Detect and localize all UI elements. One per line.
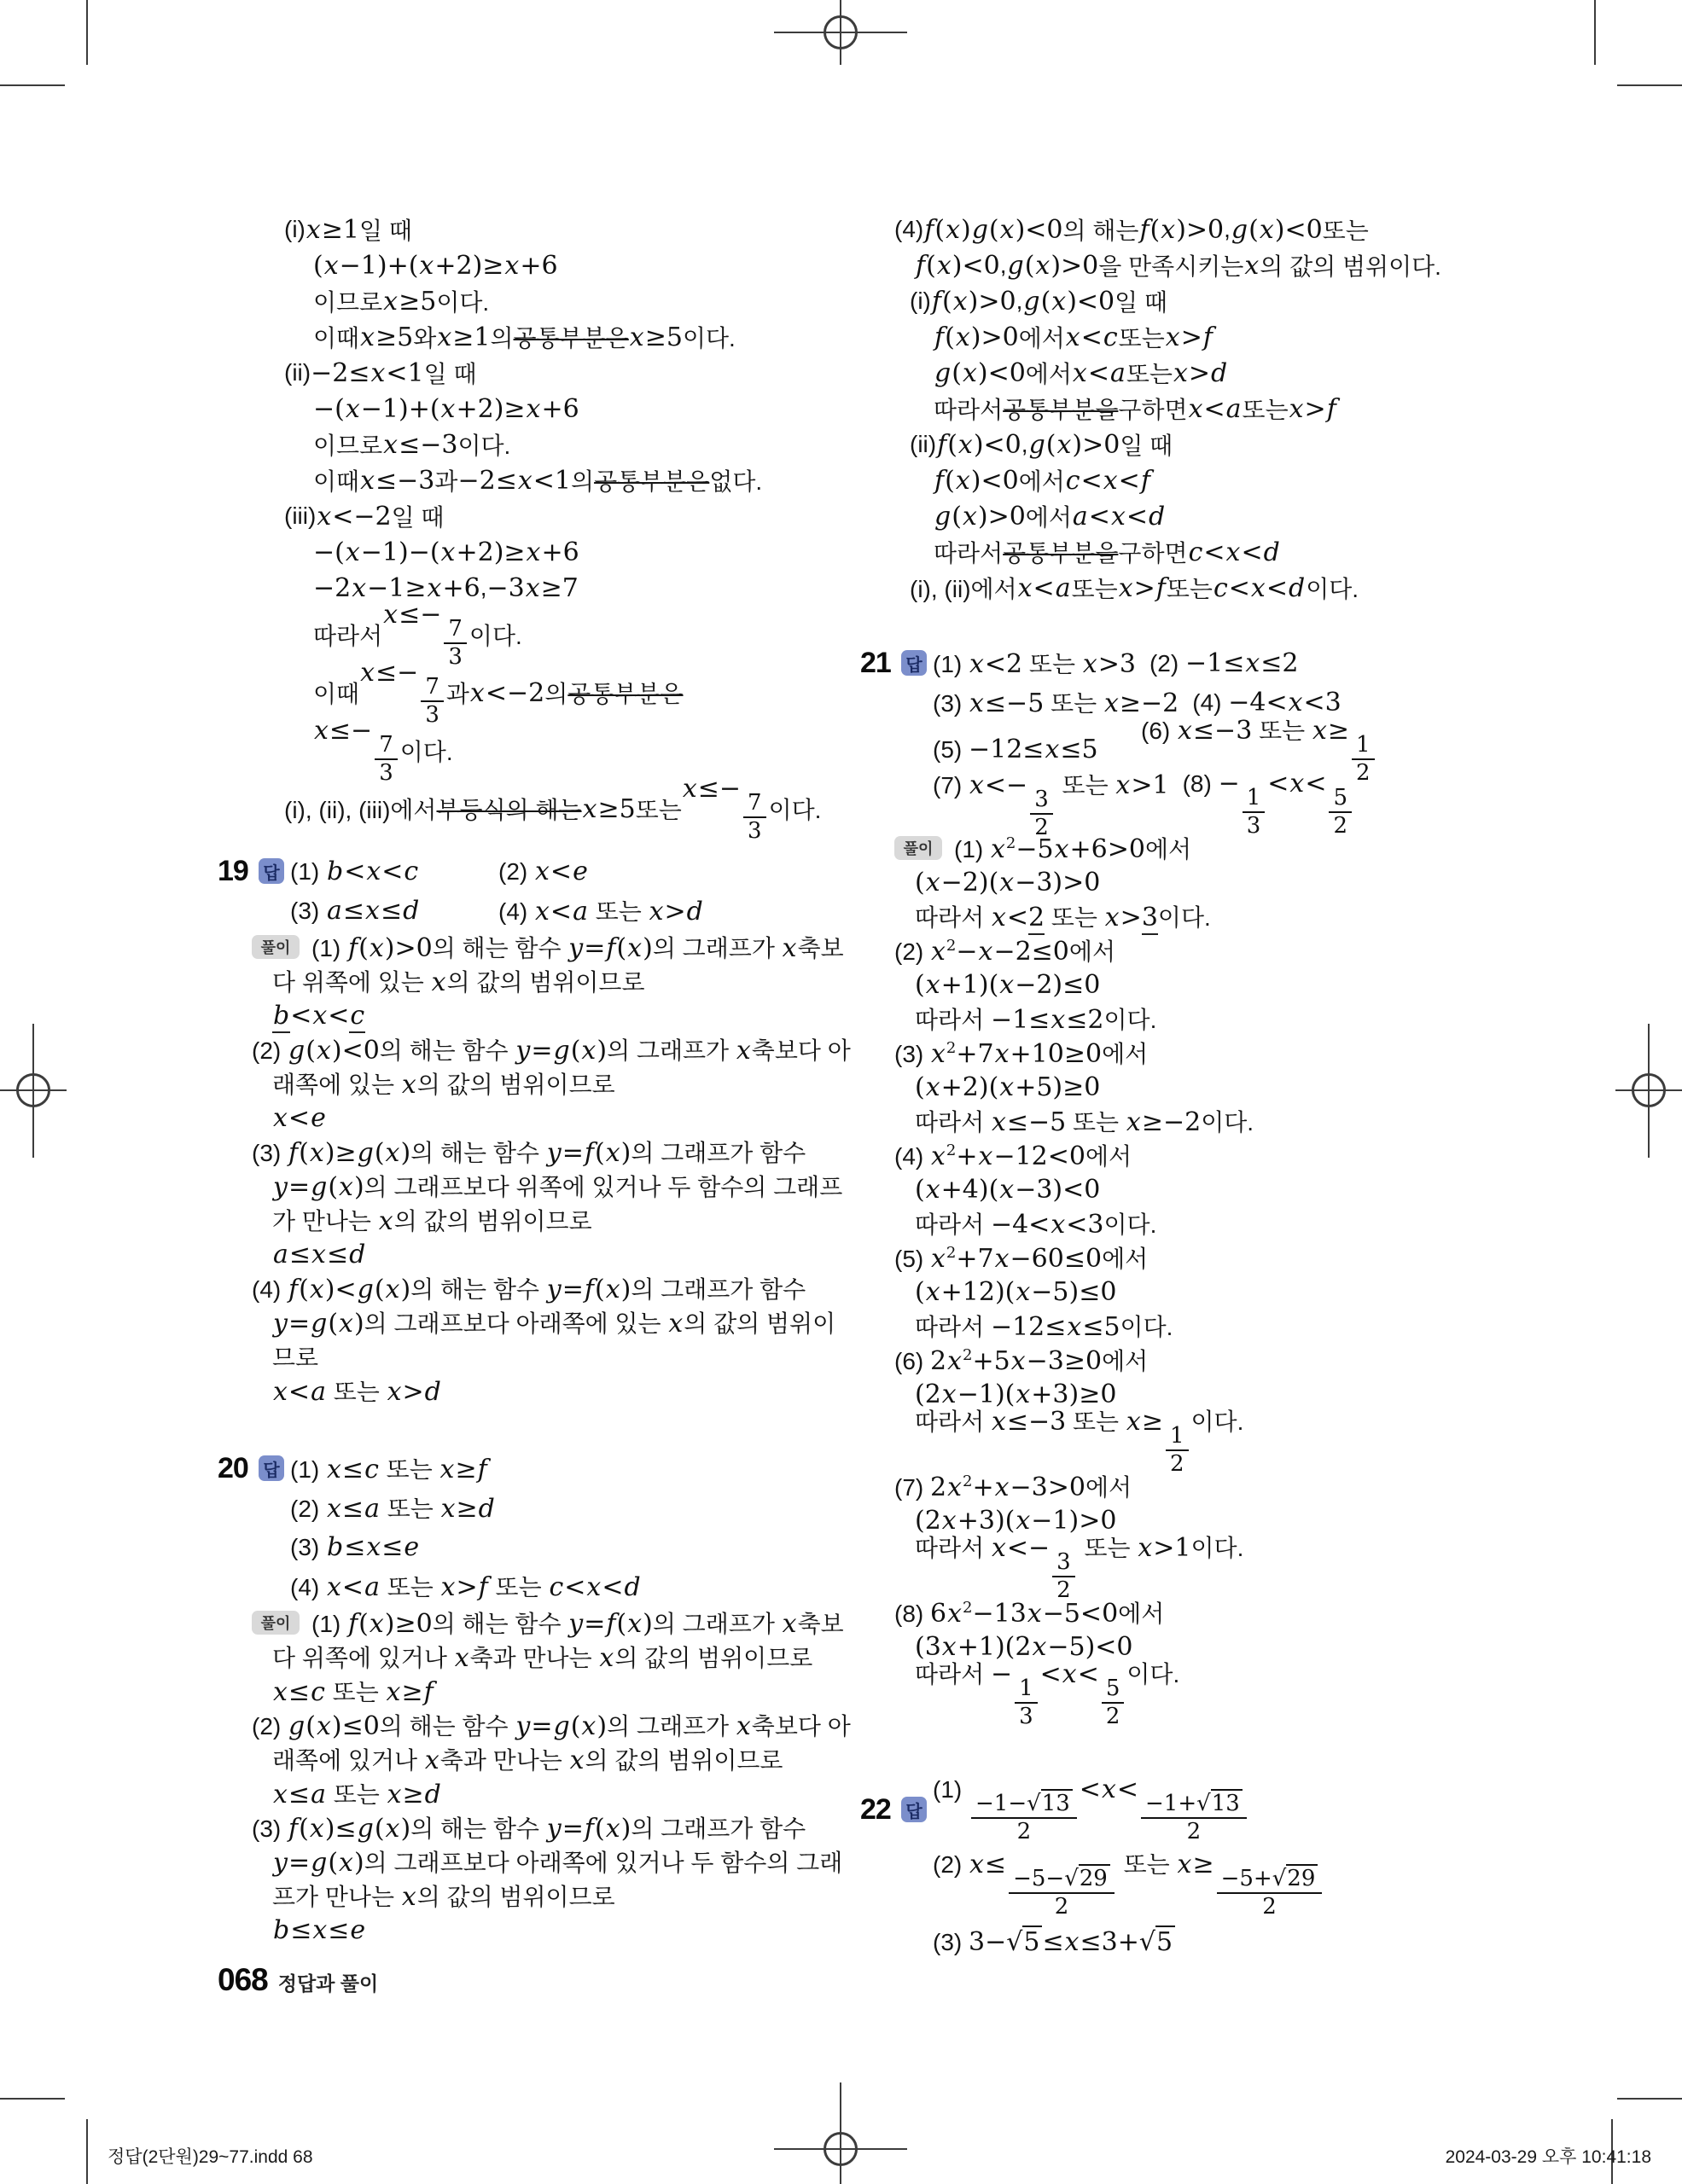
solution-line: (2x−1)(x+3)≥0 (915, 1379, 1117, 1409)
answer-row (860, 1920, 1483, 1964)
solution-line: x<e (273, 1102, 326, 1133)
solution-line: (3x+1)(2x−5)<0 (915, 1631, 1133, 1662)
answer-item: (1) $\frac{-1-√13}{2}$ <x< $\frac{-1+√13}{2}$ (933, 1774, 1249, 1844)
solution-line: 따라서 − $\frac{1}{3}$ <x< $\frac{5}{2}$ 이다. (915, 1659, 1180, 1729)
problem-20 (218, 1449, 851, 1947)
answer-badge: 답 (259, 858, 284, 884)
page-number: 068 (218, 1962, 268, 1997)
case-analysis-block (218, 212, 822, 844)
solution-line: 따라서 −12≤x≤5이다. (915, 1312, 1173, 1342)
text-line: 이때 x≤− $\frac{7}{3}$ 과 x<−2 의 공통부분은 (313, 658, 684, 728)
solution-line: y=g(x)의 그래프보다 위쪽에 있거나 두 함수의 그래프 (273, 1172, 843, 1202)
answer-item: (4) x<a 또는 x>f 또는 c<x<d (290, 1572, 641, 1602)
solution-line: (6) $2x^2+5x-3\ge 0$에서 (894, 1346, 1149, 1376)
solution-line: x<a 또는 x>d (273, 1377, 441, 1407)
solution-line: x≤a 또는 x≥d (273, 1780, 441, 1809)
answer-item: (8) − $\frac{1}{3}$ <x< $\frac{5}{2}$ (1183, 769, 1354, 839)
solution-row (860, 933, 1483, 967)
solution-row (218, 1305, 836, 1339)
text-line: −2x−1≥x+6 , −3x≥7 (313, 572, 579, 603)
solution-line: 가 만나는 x의 값의 범위이므로 (272, 1206, 592, 1236)
solution-row (218, 964, 815, 998)
solution-row (218, 998, 815, 1032)
answer-item: (6) x≤−3 또는 x≥ $\frac{1}{2}$ (1141, 712, 1377, 786)
answer-badge: 답 (901, 1797, 927, 1822)
solution-row (218, 1708, 851, 1742)
problem-19 (218, 851, 851, 1408)
text-line: (i) x≥1 일 때 (284, 214, 412, 245)
solution-line: x≤c 또는 x≥f (273, 1677, 434, 1707)
answer-item: (1) x<2 또는 x>3 (933, 649, 1136, 679)
crop-mark (86, 2119, 88, 2184)
solution-row (218, 1135, 815, 1169)
right-column (860, 212, 1483, 1964)
answer-badge: 답 (259, 1455, 284, 1481)
solution-line: 다 위쪽에 있는 x의 값의 범위이므로 (272, 967, 645, 997)
solution-badge: 풀이 (894, 836, 942, 860)
solution-line: (3) f(x)≤g(x)의 해는 함수 y=f(x)의 그래프가 함수 (252, 1814, 806, 1844)
solution-line: b≤x≤e (273, 1914, 366, 1945)
solution-row (218, 1066, 815, 1101)
answer-row (218, 891, 815, 930)
problem-21 (860, 643, 1483, 1729)
solution-line: (x+12)(x−5)≤0 (915, 1276, 1117, 1307)
crop-mark (1594, 0, 1596, 65)
solution-row (218, 1776, 815, 1810)
solution-row (860, 1309, 1483, 1343)
solution-row (218, 1640, 815, 1674)
solution-line: 따라서 x<− $\frac{3}{2}$ 또는 x>1이다. (915, 1533, 1244, 1603)
solution-line: (1) f(x)>0의 해는 함수 y=f(x)의 그래프가 x축보 (311, 933, 844, 963)
solution-line: b<x<c (272, 1001, 365, 1031)
solution-line: (4) $x^2+x-12<0$에서 (894, 1141, 1132, 1171)
solution-row (218, 1674, 815, 1708)
solution-row (860, 865, 1483, 899)
crop-mark (86, 0, 88, 65)
registration-mark (32, 1024, 34, 1158)
text-line: (i), (ii), (iii)에서 부등식의 해는 x≥5 또는 x≤− $\frac{7}{3}$ 이다. (284, 774, 822, 844)
solution-row (218, 1169, 843, 1203)
solution-row (860, 1533, 1483, 1603)
problem-number: 20 (218, 1451, 248, 1484)
solution-row (218, 1742, 815, 1776)
solution-row (218, 1339, 815, 1374)
solution-line: 프가 만나는 x의 값의 범위이므로 (272, 1882, 615, 1912)
solution-row (218, 1237, 815, 1271)
solution-line: (3) $x^2+7x+10\ge 0$에서 (894, 1039, 1149, 1069)
solution-line: 따라서 −4<x<3이다. (915, 1210, 1157, 1240)
text-line: (x−1)+(x+2)≥x+6 (313, 250, 558, 281)
solution-row (218, 1879, 815, 1913)
crop-mark (1617, 84, 1682, 86)
text-line: x≤− $\frac{7}{3}$ 이다. (314, 716, 453, 786)
registration-mark (840, 2082, 841, 2184)
solution-line: 따라서 x<2 또는 x>3이다. (915, 899, 1211, 933)
solution-row (218, 1203, 815, 1237)
text-line: (ii) −2≤x<1 일 때 (284, 357, 477, 388)
text-line: 이므로 x≤−3 이다. (313, 429, 511, 460)
solution-row (860, 1138, 1483, 1172)
answer-item: (1) b<x<c (290, 856, 419, 886)
text-line: 이때 x≤−3 과 −2≤x<1 의 공통부분은 없다. (313, 465, 763, 496)
text-line: 따라서 x≤− $\frac{7}{3}$ 이다. (313, 600, 522, 670)
answer-row (218, 1449, 815, 1488)
solution-line: 래쪽에 있는 x의 값의 범위이므로 (272, 1070, 615, 1100)
solution-line: 따라서 x≤−3 또는 x≥ $\frac{1}{2}$ 이다. (915, 1407, 1244, 1477)
solution-line: 므로 (272, 1345, 319, 1371)
print-filename: 정답(2단원)29~77.indd 68 (108, 2147, 313, 2167)
text-line: 따라서 공통부분을 구하면 c<x<d (934, 537, 1280, 567)
answer-item: (5) −12≤x≤5 (933, 734, 1098, 764)
answer-badge: 답 (901, 650, 927, 676)
solution-row (218, 1271, 815, 1305)
solution-row (218, 1913, 815, 1947)
solution-line: (1) f(x)≥0의 해는 함수 y=f(x)의 그래프가 x축보 (311, 1609, 844, 1639)
solution-row (218, 930, 844, 964)
text-line: (iii) x<−2 일 때 (284, 501, 445, 531)
solution-line: a≤x≤d (273, 1239, 366, 1269)
text-line: −(x−1)+(x+2)≥x+6 (313, 393, 579, 424)
text-line: f(x)>0 에서 x<c 또는 x>f (934, 322, 1213, 352)
answer-row (860, 643, 1483, 682)
solution-line: 따라서 −1≤x≤2이다. (915, 1005, 1157, 1035)
solution-line: 래쪽에 있거나 x축과 만나는 x의 값의 범위이므로 (272, 1745, 783, 1775)
answer-item: (2) x<e (498, 856, 588, 886)
answer-row (860, 769, 1483, 840)
solution-line: 다 위쪽에 있거나 x축과 만나는 x의 값의 범위이므로 (272, 1643, 813, 1673)
answer-row (218, 1488, 815, 1527)
text-line: (i) f(x)>0 , g(x)<0 일 때 (910, 286, 1168, 317)
solution-line: (x−2)(x−3)>0 (915, 867, 1101, 897)
solution-row (860, 1407, 1483, 1477)
solution-row (218, 1606, 844, 1640)
answer-row (860, 1846, 1483, 1920)
solution-line: (7) $2x^2+x-3>0$에서 (894, 1472, 1132, 1502)
solution-line: y=g(x)의 그래프보다 아래쪽에 있거나 두 함수의 그래 (273, 1848, 843, 1878)
text-line: g(x)<0 에서 x<a 또는 x>d (934, 357, 1228, 388)
answer-item: (7) x<− $\frac{3}{2}$ 또는 x>1 (933, 770, 1169, 840)
solution-row (218, 1101, 815, 1135)
answer-item: (2) −1≤x≤2 (1149, 648, 1299, 678)
problem-number: 19 (218, 854, 248, 887)
answer-item: (2) x≤a 또는 x≥d (290, 1494, 495, 1524)
solution-line: y=g(x)의 그래프보다 아래쪽에 있는 x의 값의 범위이 (273, 1309, 836, 1339)
solution-line: (x+1)(x−2)≤0 (915, 969, 1101, 1000)
problem-number: 21 (860, 646, 891, 679)
answer-item: (1) x≤c 또는 x≥f (290, 1455, 487, 1484)
solution-row (218, 1844, 843, 1879)
solution-line: (5) $x^2+7x-60\le 0$에서 (894, 1244, 1149, 1274)
page-footer-label: 정답과 풀이 (277, 1972, 379, 1995)
answer-item: (4) −4<x<3 (1192, 687, 1342, 717)
text-line: 이므로 x≥5 이다. (313, 286, 490, 317)
solution-badge: 풀이 (252, 1611, 300, 1635)
answer-item: (3) x≤−5 또는 x≥−2 (933, 688, 1179, 718)
crop-mark (0, 84, 65, 86)
crop-mark (0, 2098, 65, 2100)
answer-row (218, 1566, 815, 1606)
solution-line: (8) $6x^2-13x-5<0$에서 (894, 1599, 1165, 1629)
solution-row (860, 899, 1483, 933)
text-line: −(x−1)−(x+2)≥x+6 (313, 537, 579, 567)
solution-row (860, 1036, 1483, 1070)
solution-row (860, 1206, 1483, 1240)
page-footer (218, 1962, 378, 1998)
left-column (218, 212, 851, 1947)
crop-mark (1617, 2098, 1682, 2100)
solution-row (860, 967, 1483, 1002)
solution-badge: 풀이 (252, 935, 300, 959)
solution-line: (2) g(x)≤0의 해는 함수 y=g(x)의 그래프가 x축보다 아 (252, 1711, 851, 1741)
solution-line: (x+2)(x+5)≥0 (915, 1072, 1101, 1102)
solution-line: 따라서 x≤−5 또는 x≥−2이다. (915, 1107, 1254, 1137)
registration-mark (840, 0, 841, 65)
answer-item: (3) b≤x≤e (290, 1531, 420, 1562)
solution-row (860, 1070, 1483, 1104)
solution-row (860, 1343, 1483, 1377)
solution-line: (x+4)(x−3)<0 (915, 1174, 1101, 1205)
solution-line: (3) f(x)≥g(x)의 해는 함수 y=f(x)의 그래프가 함수 (252, 1138, 806, 1168)
solution-row (218, 1810, 815, 1844)
case-analysis-block-4 (860, 212, 1483, 606)
solution-line: (2x+3)(x−1)>0 (915, 1505, 1117, 1536)
solution-line: (1) $x^2-5x+6>0$에서 (954, 834, 1192, 864)
answer-item: (3) a≤x≤d (290, 895, 420, 926)
solution-line: (2) $x^2-x-2\le 0$에서 (894, 937, 1115, 967)
text-line: 이때 x≥5 와 x≥1 의 공통부분은 x≥5 이다. (313, 322, 736, 352)
text-line: g(x)>0 에서 a<x<d (934, 501, 1166, 531)
registration-mark (1648, 1024, 1650, 1158)
answer-row (218, 851, 815, 891)
text-line: (4) f(x)g(x)<0 의 해는 f(x)>0 , g(x)<0 또는 (894, 214, 1369, 245)
print-timestamp: 2024-03-29 오후 10:41:18 (1445, 2147, 1651, 2167)
answer-item: (4) x<a 또는 x>d (498, 897, 703, 926)
solution-row (218, 1374, 815, 1408)
answer-row (860, 1773, 1483, 1846)
text-line: f(x)<0 , g(x)>0 을 만족시키는 x 의 값의 범위이다. (916, 250, 1441, 281)
solution-row (860, 1002, 1483, 1036)
solution-line: (4) f(x)<g(x)의 해는 함수 y=f(x)의 그래프가 함수 (252, 1275, 806, 1304)
problem-22 (860, 1773, 1483, 1964)
solution-line: (2) g(x)<0의 해는 함수 y=g(x)의 그래프가 x축보다 아 (252, 1036, 851, 1066)
text-line: (i), (ii)에서 x<a 또는 x>f 또는 c<x<d 이다. (910, 572, 1359, 603)
answer-item: (3) 3−√5 ≤x≤3+√5 (933, 1927, 1175, 1957)
solution-row (860, 1275, 1483, 1309)
solution-row (860, 1240, 1483, 1275)
answer-row (218, 1527, 815, 1566)
text-line: f(x)<0 에서 c<x<f (934, 465, 1150, 496)
problem-number: 22 (860, 1792, 891, 1826)
solution-row (860, 1104, 1483, 1138)
answer-item: (2) x≤ $\frac{-5-√29}{2}$ 또는 x≥ $\frac{-5+√29}{2}$ (933, 1846, 1324, 1920)
solution-row (218, 1032, 851, 1066)
text-line: (ii) f(x)<0 , g(x)>0 일 때 (910, 429, 1173, 460)
solution-row (860, 831, 1483, 865)
solution-row (860, 1659, 1483, 1729)
text-line: 따라서 공통부분을 구하면 x<a 또는 x>f (934, 393, 1336, 424)
solution-row (860, 1172, 1483, 1206)
